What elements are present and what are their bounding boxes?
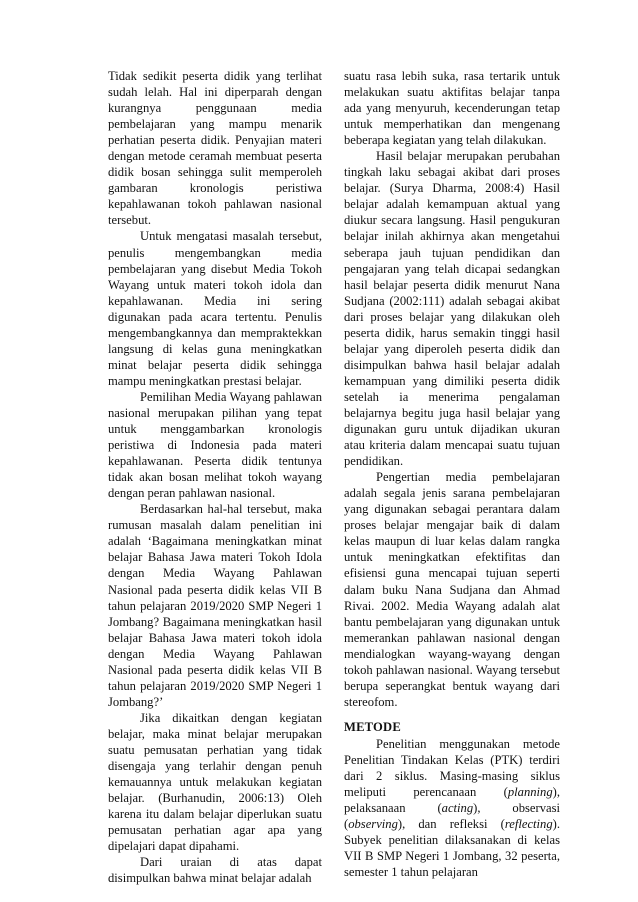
italic-term: reflecting [504,817,553,832]
paragraph: Dari uraian di atas dapat disimpulkan bahwa minat belajar adalah [108,855,322,886]
paragraph: Hasil belajar merupakan perubahan tingkah laku sebagai akibat dari proses belajar. (Surya Dharma, 2008:4) Hasil belajar adalah kemampuan aktual yang diukur secara langsung. Hasil pengukuran belajar inilah akhirnya akan mengetahui seberapa jauh tujuan pendidikan dan pengajaran yang telah dicapai sedangkan hasil belajar peserta didik menurut Nana Sudjana (2002:111) adalah sebagai akibat dari proses belajar yang dilakukan oleh peserta didik, harus semakin tinggi hasil belajar yang diperoleh peserta didik dan disimpulkan bahwa hasil belajar adalah kemampuan yang dimiliki peserta didik setelah ia menerima pengalaman belajarnya begitu juga hasil belajar yang digunakan guru untuk dijadikan ukuran atau kriteria dalam mencapai suatu tujuan pendidikan. [344,149,560,469]
section-heading-metode: METODE [344,719,401,734]
text-run: ). Subyek penelitian dilaksanakan di kelas VII B SMP Negeri 1 Jombang, 32 peserta, semester 1 tahun pelajaran [344,817,560,880]
paragraph [344,736,560,880]
paragraph: Pengertian media pembelajaran adalah segala jenis sarana pembelajaran yang digunakan sebagai perantara dalam proses belajar mengajar baik di dalam kelas maupun di luar kelas dalam rangka untuk meningkatkan efektifitas dan efisiensi guna mencapai tujuan seperti dalam buku Nana Sudjana dan Ahmad Rivai. 2002. Media Wayang adalah alat bantu pembelajaran yang digunakan untuk memerankan pahlawan nasional dengan mendialogkan wayang-wayang dengan tokoh pahlawan nasional. Wayang tersebut berupa seperangkat bentuk wayang dari stereofom. [344,470,560,709]
text-run: ), pelaksanaan ( [344,785,560,816]
text-run: ), dan refleksi ( [397,817,505,832]
paragraph: Tidak sedikit peserta didik yang terlihat sudah lelah. Hal ini diperparah dengan kurangnya penggunaan media pembelajaran yang mampu menarik perhatian peserta didik. Penyajian materi dengan metode ceramah membuat peserta didik bosan sehingga sulit memperoleh gambaran kronologis peristiwa kepahlawanan tokoh pahlawan nasional tersebut. [108,69,322,228]
italic-term: acting [441,801,474,816]
text-run: ), observasi ( [344,801,560,832]
left-column [108,68,322,886]
paragraph: suatu rasa lebih suka, rasa tertarik untuk melakukan suatu aktifitas belajar tanpa ada yang menyuruh, kecenderungan tetap untuk memperhatikan dan mengenang beberapa kegiatan yang telah dilakukan. [344,69,560,148]
paragraph: Pemilihan Media Wayang pahlawan nasional merupakan pilihan yang tepat untuk menggambarkan kronologis peristiwa di Indonesia pada materi kepahlawanan. Peserta didik tentunya tidak akan bosan melihat tokoh wayang dengan peran pahlawan nasional. [108,389,322,501]
italic-term: observing [348,817,398,832]
paragraph: Jika dikaitkan dengan kegiatan belajar, maka minat belajar merupakan suatu pemusatan perhatian yang tidak disengaja yang terlahir dengan penuh kemauannya untuk melakukan kegiatan belajar. (Burhanudin, 2006:13) Oleh karena itu dalam belajar diperlukan suatu pemusatan perhatian agar apa yang dipelajari dapat dipahami. [108,710,322,854]
paragraph: Berdasarkan hal-hal tersebut, maka rumusan masalah dalam penelitian ini adalah ‘Bagaimana meningkatkan minat belajar Bahasa Jawa materi Tokoh Idola dengan Media Wayang Pahlawan Nasional pada peserta didik kelas VII B tahun pelajaran 2019/2020 SMP Negeri 1 Jombang? Bagaimana meningkatkan hasil belajar Bahasa Jawa materi tokoh idola dengan Media Wayang Pahlawan Nasional pada peserta didik kelas VII B tahun pelajaran 2019/2020 SMP Negeri 1 Jombang?’ [108,502,322,709]
right-column [344,68,560,880]
text-run: Penelitian menggunakan metode Penelitian Tindakan Kelas (PTK) terdiri dari 2 siklus. Masing-masing siklus meliputi perencanaan ( [344,736,560,800]
paragraph: Untuk mengatasi masalah tersebut, penulis mengembangkan media pembelajaran yang disebut Media Tokoh Wayang untuk materi tokoh idola dan kepahlawanan. Media ini sering digunakan pada acara tertentu. Penulis mengembangkannya dan mempraktekkan langsung di kelas guna meningkatkan minat belajar peserta didik sehingga mampu meningkatkan prestasi belajar. [108,229,322,388]
italic-term: planning [507,785,553,800]
